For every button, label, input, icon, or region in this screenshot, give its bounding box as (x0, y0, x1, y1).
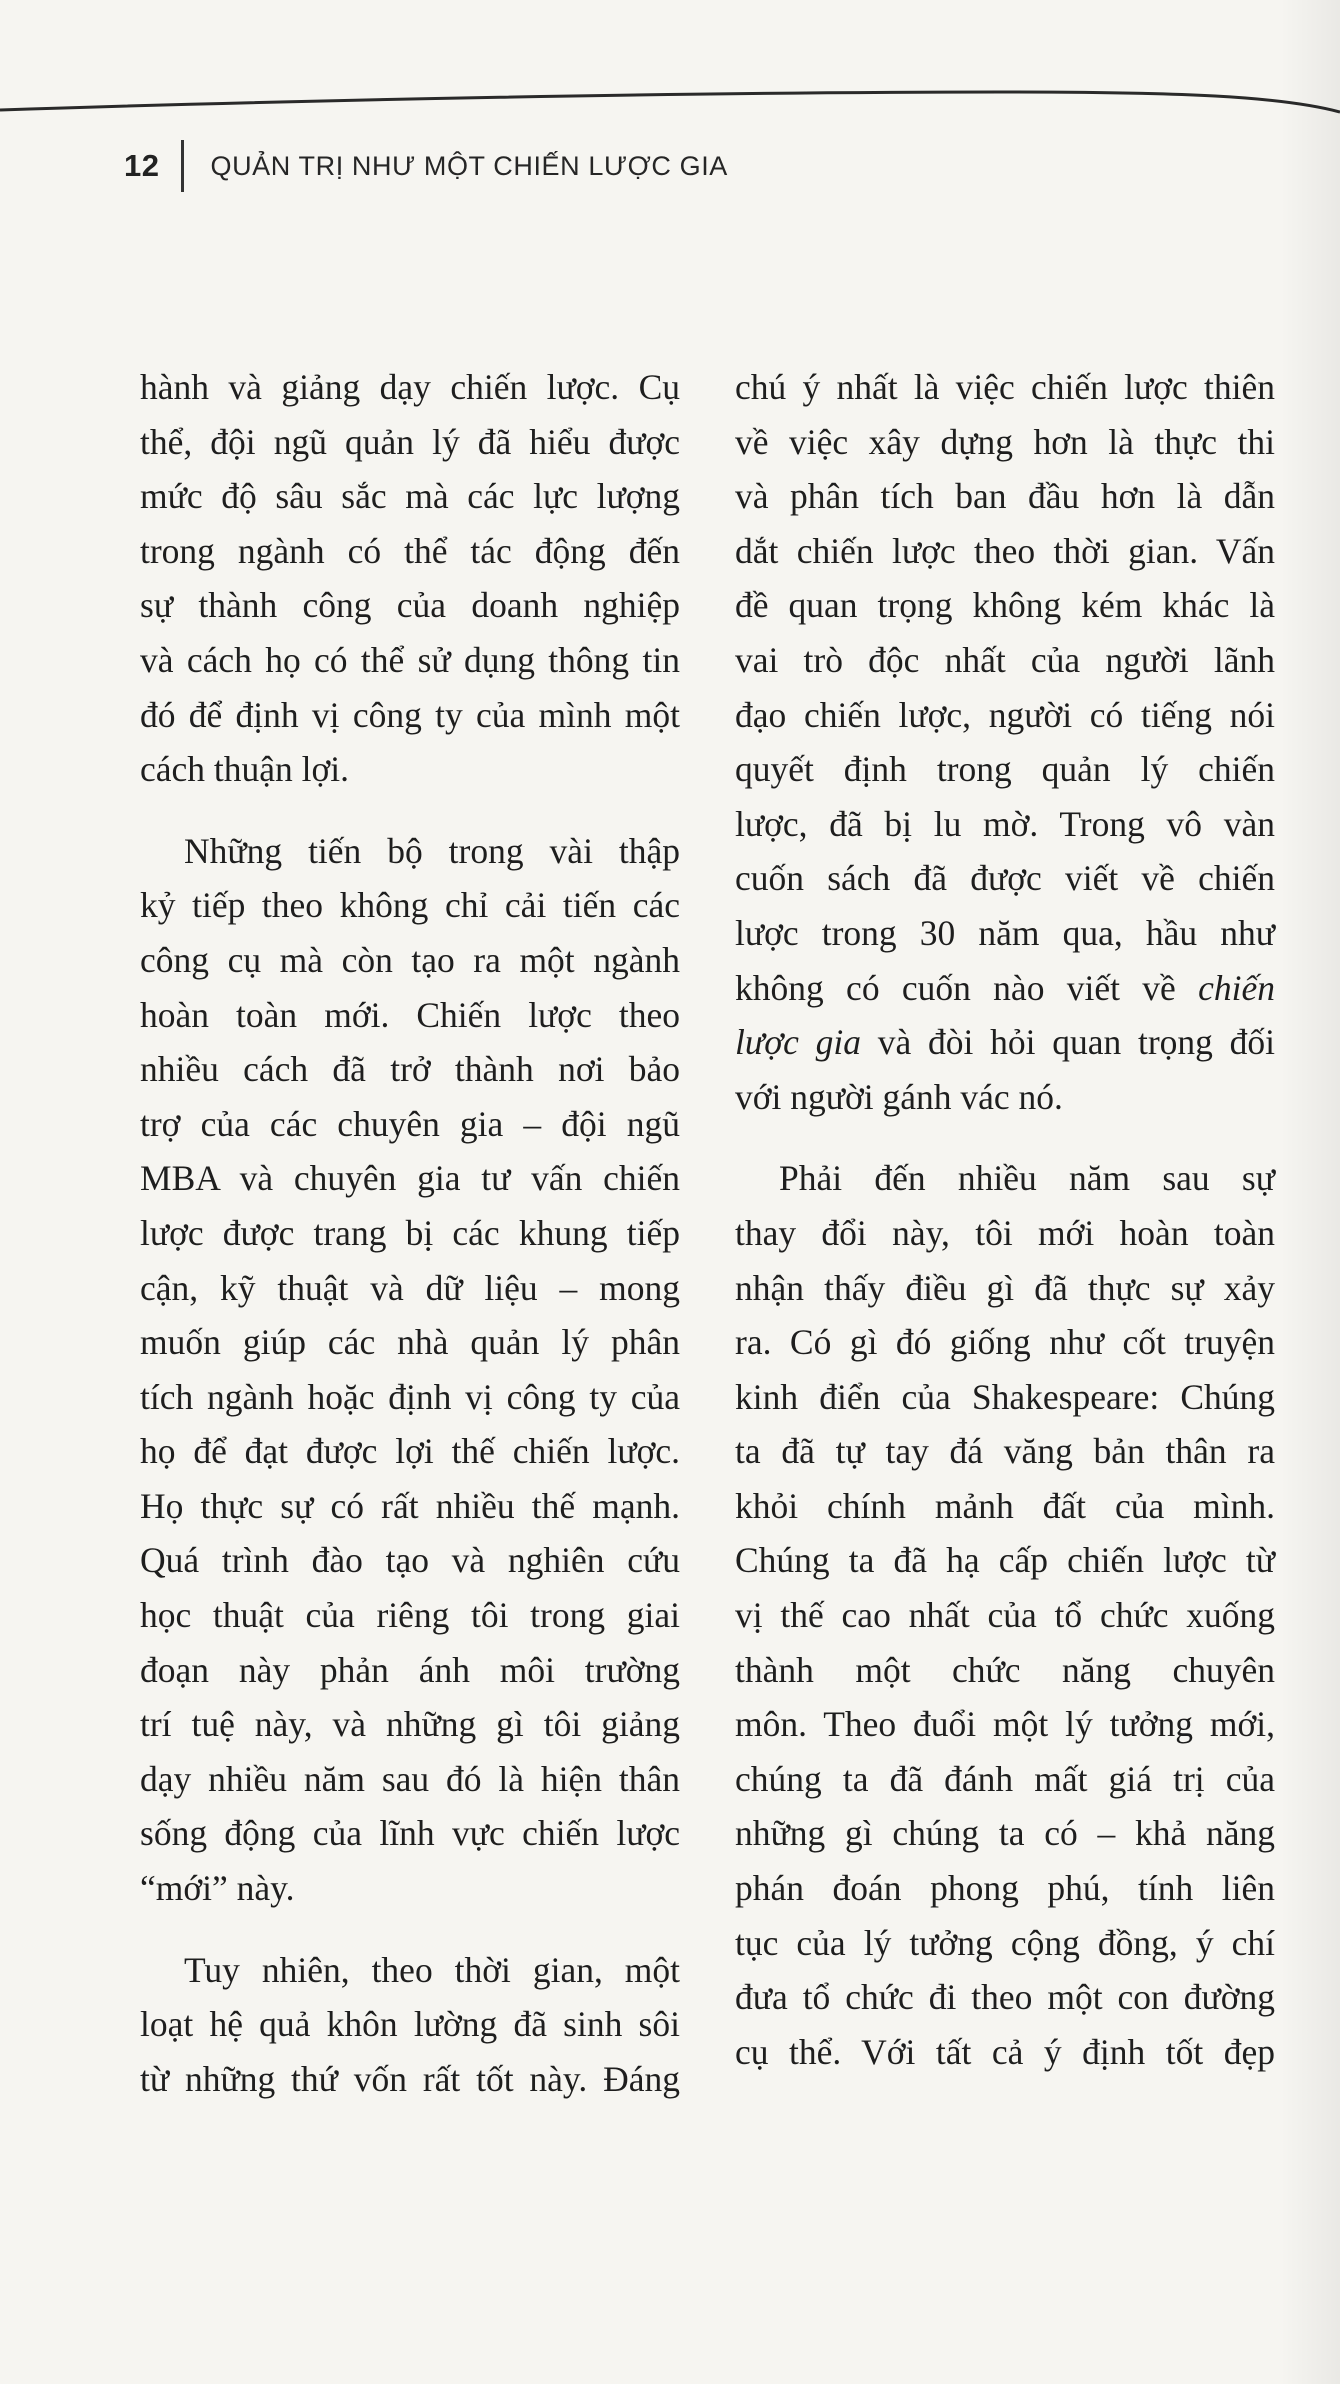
text-fragment: không có cuốn nào viết về (735, 967, 1176, 1008)
running-title: QUẢN TRỊ NHƯ MỘT CHIẾN LƯỢC GIA (210, 150, 728, 181)
text-line: Những tiến bộ trong vài thập (184, 830, 680, 871)
text-line: cụ thể. Với tất cả ý định tốt đẹp (735, 2031, 1275, 2072)
text-line: kỷ tiếp theo không chỉ cải tiến các (140, 885, 680, 926)
right-column (735, 360, 1275, 2106)
page-edge-curve (0, 0, 1340, 140)
text-line: sự thành công của doanh nghiệp (140, 585, 680, 626)
text-line: thành một chức năng chuyên (735, 1649, 1275, 1690)
text-line: đoạn này phản ánh môi trường (140, 1649, 680, 1690)
text-line: lược trong 30 năm qua, hầu như (735, 912, 1275, 953)
text-line: vai trò độc nhất của người lãnh (735, 639, 1275, 680)
text-line: nhận thấy điều gì đã thực sự xảy (735, 1267, 1275, 1308)
text-line: từ những thứ vốn rất tốt này. Đáng (140, 2058, 680, 2099)
text-line: ra. Có gì đó giống như cốt truyện (735, 1322, 1275, 1363)
text-line: tục của lý tưởng cộng đồng, ý chí (735, 1922, 1275, 1963)
text-line: đề quan trọng không kém khác là (735, 585, 1275, 626)
text-line-mixed (735, 961, 1275, 1016)
text-line: họ để đạt được lợi thế chiến lược. (140, 1431, 680, 1472)
text-line: đưa tổ chức đi theo một con đường (735, 1977, 1275, 2018)
text-line: thay đổi này, tôi mới hoàn toàn (735, 1212, 1275, 1253)
text-line: Họ thực sự có rất nhiều thế mạnh. (140, 1485, 680, 1526)
text-line: học thuật của riêng tôi trong giai (140, 1595, 680, 1636)
text-line: phán đoán phong phú, tính liên (735, 1868, 1275, 1909)
italic-term: chiến (1198, 967, 1275, 1008)
text-line: và cách họ có thể sử dụng thông tin (140, 639, 680, 680)
text-line: muốn giúp các nhà quản lý phân (140, 1322, 680, 1363)
text-line: môn. Theo đuổi một lý tưởng mới, (735, 1704, 1275, 1745)
header-divider (181, 140, 184, 192)
text-line: thể, đội ngũ quản lý đã hiểu được (140, 421, 680, 462)
paragraph-right-2 (735, 1151, 1275, 2079)
text-line: đó để định vị công ty của mình một (140, 694, 680, 735)
text-line: Quá trình đào tạo và nghiên cứu (140, 1540, 680, 1581)
page-number: 12 (124, 148, 160, 183)
text-line: Phải đến nhiều năm sau sự (779, 1158, 1275, 1199)
text-line-mixed (735, 1015, 1275, 1070)
text-line: lược được trang bị các khung tiếp (140, 1212, 680, 1253)
text-line: nhiều cách đã trở thành nơi bảo (140, 1049, 680, 1090)
text-line: đạo chiến lược, người có tiếng nói (735, 694, 1275, 735)
text-line: vị thế cao nhất của tổ chức xuống (735, 1595, 1275, 1636)
paragraph-left-1 (140, 360, 680, 797)
text-line: những gì chúng ta có – khả năng (735, 1813, 1275, 1854)
text-line: MBA và chuyên gia tư vấn chiến (140, 1158, 680, 1199)
text-line: cuốn sách đã được viết về chiến (735, 858, 1275, 899)
text-line: chú ý nhất là việc chiến lược thiên (735, 367, 1275, 407)
paragraph-left-2 (140, 824, 680, 1916)
text-line: dạy nhiều năm sau đó là hiện thân (140, 1758, 680, 1799)
running-header (124, 136, 728, 196)
text-line: kinh điển của Shakespeare: Chúng (735, 1376, 1275, 1417)
text-line: Chúng ta đã hạ cấp chiến lược từ (735, 1540, 1275, 1581)
italic-term: lược gia (735, 1022, 862, 1063)
text-line: mức độ sâu sắc mà các lực lượng (140, 476, 680, 517)
text-line: công cụ mà còn tạo ra một ngành (140, 939, 680, 980)
text-line: trợ của các chuyên gia – đội ngũ (140, 1103, 680, 1144)
text-line: chúng ta đã đánh mất giá trị của (735, 1758, 1275, 1799)
text-line: lược, đã bị lu mờ. Trong vô vàn (735, 803, 1275, 844)
page-gutter-shadow (1280, 0, 1340, 2384)
paragraph-right-1 (735, 360, 1275, 1124)
text-line: “mới” này. (140, 1868, 295, 1909)
text-line: sống động của lĩnh vực chiến lược (140, 1813, 680, 1854)
text-line: trí tuệ này, và những gì tôi giảng (140, 1704, 680, 1745)
paragraph-left-3 (140, 1943, 680, 2107)
text-line: tích ngành hoặc định vị công ty của (140, 1376, 680, 1417)
text-line: khỏi chính mảnh đất của mình. (735, 1485, 1275, 1526)
text-fragment: và đòi hỏi quan trọng đối (877, 1022, 1276, 1063)
text-line: cách thuận lợi. (140, 749, 350, 790)
text-line: trong ngành có thể tác động đến (140, 530, 680, 571)
text-line: hoàn toàn mới. Chiến lược theo (140, 994, 680, 1035)
text-line: hành và giảng dạy chiến lược. Cụ (140, 367, 680, 407)
text-line: ta đã tự tay đá văng bản thân ra (735, 1431, 1275, 1472)
text-line: Tuy nhiên, theo thời gian, một (184, 1949, 680, 1990)
text-line: về việc xây dựng hơn là thực thi (735, 421, 1275, 462)
text-line: với người gánh vác nó. (735, 1076, 1063, 1117)
text-line: quyết định trong quản lý chiến (735, 749, 1275, 790)
text-line: cận, kỹ thuật và dữ liệu – mong (140, 1267, 680, 1308)
text-line: và phân tích ban đầu hơn là dẫn (735, 476, 1275, 517)
text-line: loạt hệ quả khôn lường đã sinh sôi (140, 2004, 680, 2045)
text-line: dắt chiến lược theo thời gian. Vấn (735, 530, 1275, 571)
left-column (140, 360, 680, 2133)
